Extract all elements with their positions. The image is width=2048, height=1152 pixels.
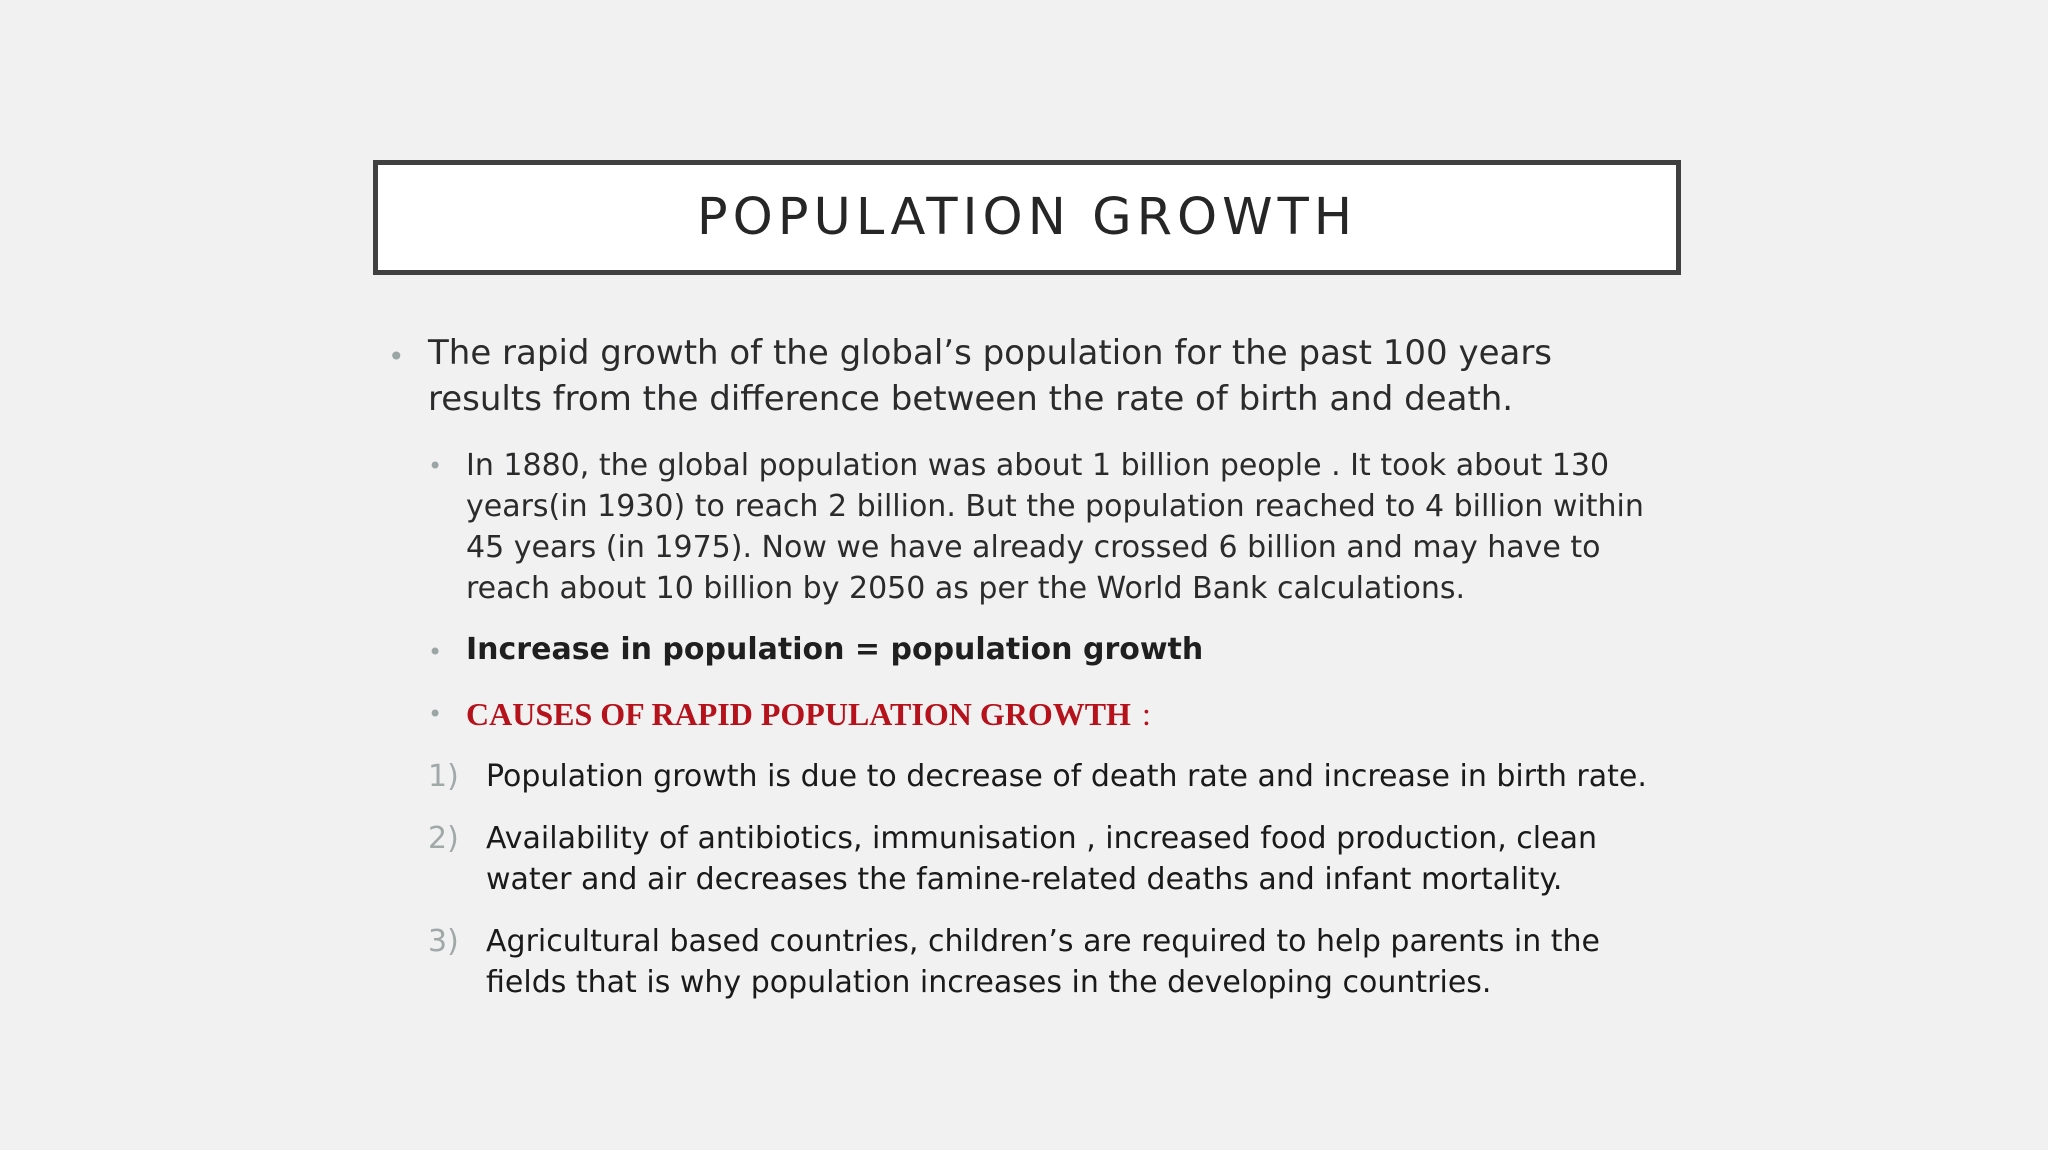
intro-line: The rapid growth of the global’s population for the past 100 years bbox=[428, 333, 1553, 373]
list-item-line: Population growth is due to decrease of death rate and increase in birth rate. bbox=[486, 759, 1647, 794]
causes-heading-colon: : bbox=[1142, 696, 1151, 732]
list-number: 3) bbox=[428, 924, 459, 959]
page-title: POPULATION GROWTH bbox=[696, 188, 1358, 247]
facts-paragraph bbox=[466, 448, 1666, 618]
list-item bbox=[486, 924, 1686, 1008]
facts-line: reach about 10 billion by 2050 as per the World Bank calculations. bbox=[466, 571, 1466, 606]
facts-line: In 1880, the global population was about 1 billion people . It took about 130 bbox=[466, 448, 1610, 483]
bullet-marker: • bbox=[428, 700, 443, 728]
facts-line: years(in 1930) to reach 2 billion. But the population reached to 4 billion within bbox=[466, 489, 1644, 524]
definition-text: Increase in population = population growth bbox=[466, 632, 1204, 667]
list-item bbox=[486, 821, 1686, 905]
list-item-line: Agricultural based countries, children’s are required to help parents in the bbox=[486, 924, 1601, 959]
causes-heading-text: CAUSES OF RAPID POPULATION GROWTH bbox=[466, 696, 1131, 732]
bullet-marker: • bbox=[428, 452, 443, 480]
list-number: 2) bbox=[428, 821, 459, 856]
list-item-line: Availability of antibiotics, immunisation , increased food production, clean bbox=[486, 821, 1597, 856]
bullet-marker: • bbox=[428, 638, 443, 666]
bullet-marker: • bbox=[388, 340, 405, 373]
facts-line: 45 years (in 1975). Now we have already crossed 6 billion and may have to bbox=[466, 530, 1601, 565]
intro-paragraph bbox=[428, 333, 1628, 433]
list-number: 1) bbox=[428, 759, 459, 794]
list-item-line: water and air decreases the famine-related deaths and infant mortality. bbox=[486, 862, 1563, 897]
causes-heading bbox=[466, 696, 1151, 733]
list-item bbox=[486, 759, 1686, 799]
list-item-line: fields that is why population increases in the developing countries. bbox=[486, 965, 1492, 1000]
intro-line: results from the difference between the rate of birth and death. bbox=[428, 379, 1514, 419]
